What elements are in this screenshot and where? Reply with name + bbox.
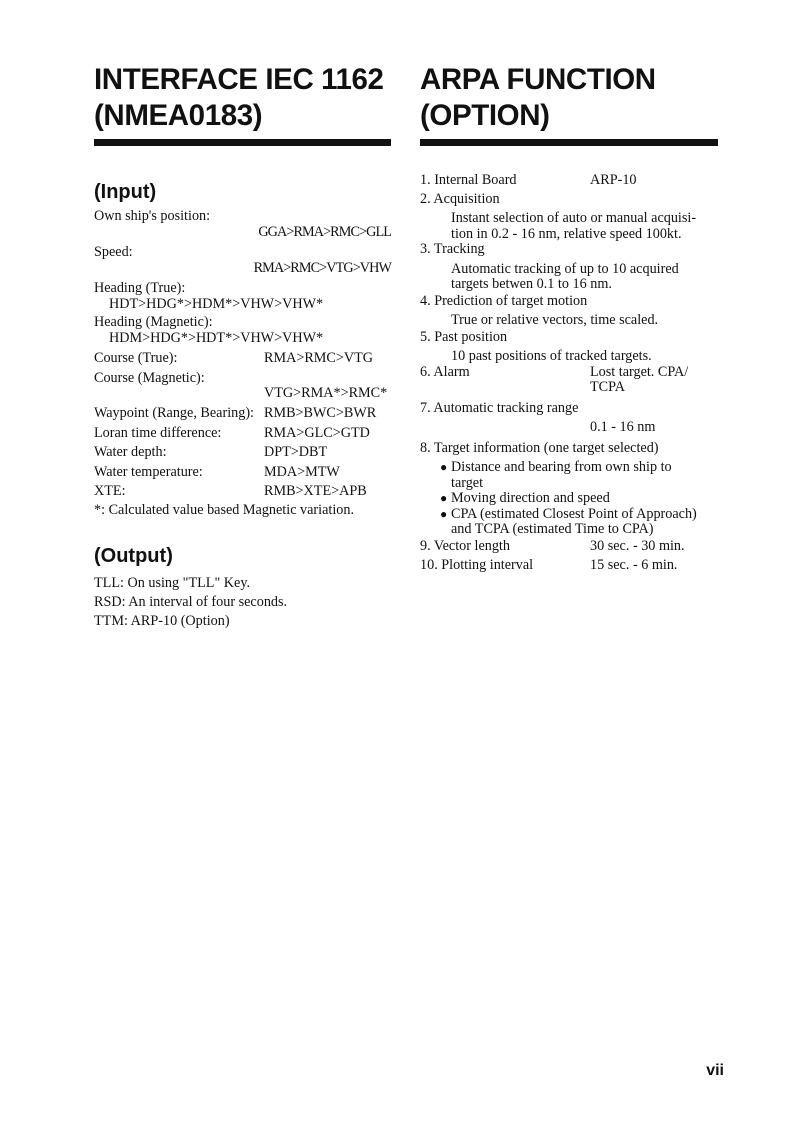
arpa-item-tracking-range: 7. Automatic tracking range — [420, 399, 579, 416]
input-label-heading-true: Heading (True): — [94, 280, 186, 296]
arpa-item-value: ARP-10 — [590, 172, 637, 188]
input-label-speed: Speed: — [94, 244, 133, 260]
input-row-course-true — [94, 350, 391, 366]
arpa-item-desc: tion in 0.2 - 16 nm, relative speed 100kt. — [451, 225, 682, 242]
input-value-xte: RMB>XTE>APB — [264, 483, 367, 499]
arpa-section — [420, 62, 718, 574]
arpa-bullet-text: Distance and bearing from own ship to — [451, 459, 672, 475]
arpa-item-desc: True or relative vectors, time scaled. — [451, 312, 659, 328]
input-label-course-true: Course (True): — [94, 350, 178, 366]
input-value-speed: RMA>RMC>VTG>VHW — [253, 260, 391, 276]
input-label-own-position: Own ship's position: — [94, 208, 211, 224]
arpa-bullet-text: target — [451, 474, 484, 491]
arpa-bullet-text: and TCPA (estimated Time to CPA) — [451, 521, 654, 537]
interface-section — [94, 62, 391, 632]
input-label-course-magnetic: Course (Magnetic): — [94, 370, 205, 386]
arpa-item-past-position: 5. Past position — [420, 328, 508, 345]
input-value-loran: RMA>GLC>GTD — [264, 424, 370, 441]
arpa-item-value: Lost target. CPA/ — [590, 363, 689, 380]
arpa-item-desc: Automatic tracking of up to 10 acquired — [451, 260, 679, 277]
arpa-item-target-info: 8. Target information (one target selected) — [420, 439, 659, 456]
input-label-loran: Loran time difference: — [94, 424, 222, 441]
input-value-water-depth: DPT>DBT — [264, 444, 328, 460]
arpa-item-label: 6. Alarm — [420, 363, 470, 380]
arpa-bullet-text: Moving direction and speed — [451, 490, 610, 506]
interface-title-line2: (NMEA0183) — [94, 99, 263, 132]
arpa-item-value: TCPA — [590, 379, 625, 395]
input-value-own-position: GGA>RMA>RMC>GLL — [258, 224, 391, 240]
bullet-icon: ● — [440, 506, 448, 521]
arpa-item-prediction: 4. Prediction of target motion — [420, 292, 588, 309]
arpa-item-label: 10. Plotting interval — [420, 557, 534, 573]
interface-title-rule — [94, 139, 391, 146]
bullet-icon: ● — [440, 460, 448, 474]
arpa-item-vector-length — [420, 539, 718, 555]
input-row-water-depth — [94, 444, 391, 460]
arpa-item-tracking: 3. Tracking — [420, 241, 485, 257]
output-line-ttm: TTM: ARP-10 (Option) — [94, 613, 230, 629]
arpa-item-label: 9. Vector length — [420, 537, 510, 554]
arpa-item-desc: targets betwen 0.1 to 16 nm. — [451, 276, 612, 292]
arpa-bullet-text: CPA (estimated Closest Point of Approach) — [451, 505, 697, 522]
input-value-water-temperature: MDA>MTW — [264, 463, 340, 480]
arpa-title-rule — [420, 139, 718, 146]
arpa-bullet-item — [420, 507, 718, 523]
input-heading: (Input) — [94, 181, 157, 203]
arpa-title-line1: ARPA FUNCTION — [420, 63, 656, 96]
input-value-heading-magnetic: HDM>HDG*>HDT*>VHW>VHW* — [109, 330, 324, 346]
arpa-item-value: 0.1 - 16 nm — [590, 419, 656, 435]
arpa-item-value: 30 sec. - 30 min. — [590, 537, 685, 554]
input-label-water-temperature: Water temperature: — [94, 463, 203, 480]
input-row-water-temperature — [94, 464, 391, 480]
interface-title-line1: INTERFACE IEC 1162 — [94, 63, 384, 96]
page-number: vii — [706, 1062, 724, 1079]
arpa-item-internal-board — [420, 173, 718, 189]
arpa-item-plotting-interval — [420, 558, 718, 574]
bullet-icon: ● — [440, 491, 448, 505]
output-line-tll: TLL: On using "TLL" Key. — [94, 575, 251, 591]
input-value-course-true: RMA>RMC>VTG — [264, 350, 374, 366]
arpa-item-label: 1. Internal Board — [420, 172, 517, 188]
input-label-heading-magnetic: Heading (Magnetic): — [94, 314, 213, 330]
input-value-waypoint: RMB>BWC>BWR — [264, 405, 377, 421]
arpa-item-desc: Instant selection of auto or manual acquisi- — [451, 210, 697, 226]
arpa-title-line2: (OPTION) — [420, 99, 550, 132]
output-list — [94, 575, 391, 632]
output-heading: (Output) — [94, 545, 173, 567]
arpa-bullet-item — [420, 460, 718, 476]
arpa-item-alarm — [420, 365, 718, 381]
output-line-rsd: RSD: An interval of four seconds. — [94, 594, 288, 610]
input-row-loran — [94, 425, 391, 441]
input-footnote: *: Calculated value based Magnetic variation. — [94, 502, 355, 518]
input-value-course-magnetic: VTG>RMA*>RMC* — [264, 385, 388, 401]
input-label-waypoint: Waypoint (Range, Bearing): — [94, 405, 254, 421]
arpa-list — [420, 173, 718, 574]
arpa-item-value: 15 sec. - 6 min. — [590, 557, 678, 573]
arpa-item-desc: 10 past positions of tracked targets. — [451, 348, 652, 364]
input-label-water-depth: Water depth: — [94, 444, 167, 460]
input-label-xte: XTE: — [94, 483, 126, 499]
input-list — [94, 208, 391, 518]
input-value-heading-true: HDT>HDG*>HDM*>VHW>VHW* — [109, 296, 324, 312]
arpa-bullet-item — [420, 491, 718, 507]
input-row-waypoint — [94, 405, 391, 421]
arpa-item-acquisition: 2. Acquisition — [420, 190, 500, 207]
input-row-xte — [94, 483, 391, 499]
